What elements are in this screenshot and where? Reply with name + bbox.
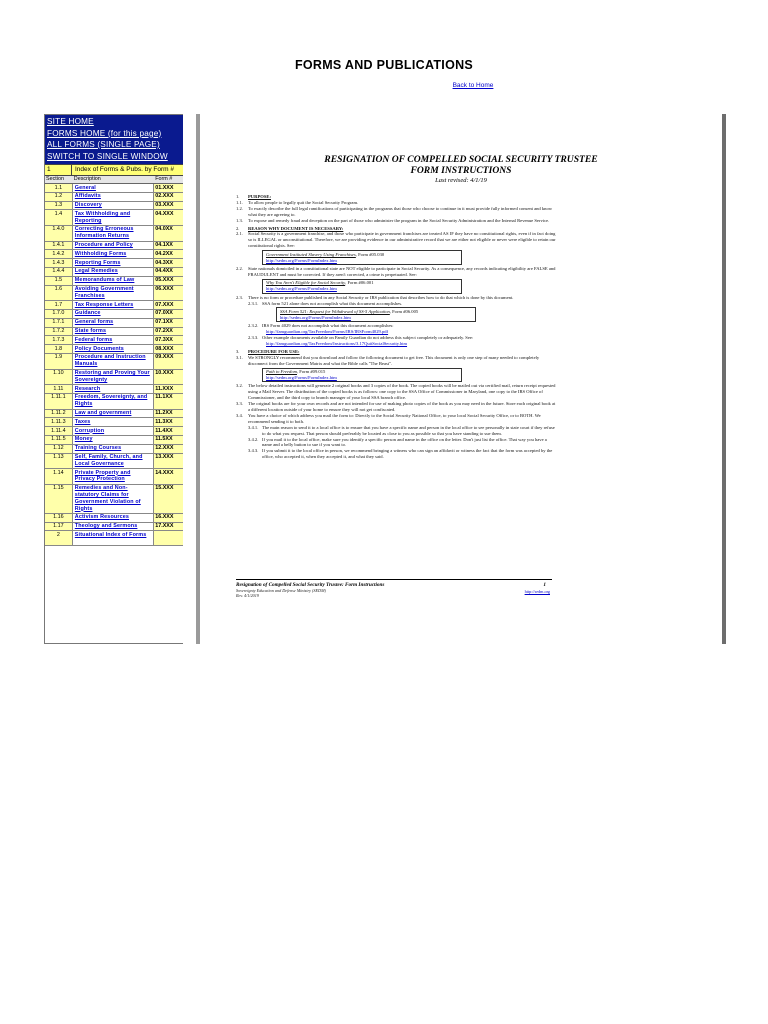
row-form-number: 04.2XX	[154, 250, 183, 258]
row-form-number: 11.2XX	[154, 410, 183, 418]
para-text: We STRONGLY recommend that you download and follow the following document to get free. This document is only one step of many needed to completely disconnect from the Government Matrix and what the Bible calls "The Beast".	[248, 354, 540, 366]
row-section: 1.11.1	[45, 394, 73, 409]
doc-paragraph	[236, 218, 556, 224]
doc-paragraph	[236, 448, 556, 460]
forms-home-link[interactable]: FORMS HOME (for this page)	[47, 128, 162, 138]
para-text: SSA form 521 alone does not accomplish what this document accomplishes.	[262, 300, 403, 306]
row-form-number: 07.0XX	[154, 310, 183, 318]
para-number: 2.3.3.	[248, 335, 259, 341]
row-description-link[interactable]: Procedure and Instruction Manuals	[73, 354, 154, 369]
row-section: 1.5	[45, 277, 73, 285]
footer-title: Resignation of Compelled Social Security Trustee: Form Instructions	[236, 582, 385, 588]
row-form-number: 13.XXX	[154, 454, 183, 469]
row-description-link[interactable]: Affidavits	[73, 193, 154, 201]
doc-reference-box	[276, 307, 476, 322]
para-number: 2.	[236, 225, 240, 231]
row-description-link[interactable]: Correcting Erroneous Information Returns	[73, 226, 154, 241]
row-description-link[interactable]: Restoring and Proving Your Sovereignty	[73, 370, 154, 385]
doc-paragraph	[236, 383, 556, 401]
para-text: IRS Form 4029 does not accomplish what this document accomplishes:	[262, 323, 394, 329]
para-text: If you mail it to the local office, make sure you identify a specific person and name in the office on the letter. Don't just list the office. That way you have a name and a belly button to sue if you want to.	[262, 436, 547, 448]
index-row	[45, 436, 183, 445]
row-section: 1.8	[45, 345, 73, 353]
doc-url[interactable]: http://famguardian.org/TaxFreedom/Forms/IRS/IRSForm4029.pdf	[266, 329, 389, 335]
row-form-number: 12.XXX	[154, 445, 183, 453]
index-row	[45, 345, 183, 354]
row-form-number: 07.3XX	[154, 336, 183, 344]
para-number: 3.4.	[236, 412, 243, 418]
row-section: 1.9	[45, 354, 73, 369]
site-home-link[interactable]: SITE HOME	[47, 117, 94, 126]
row-section: 1.7.1	[45, 319, 73, 327]
row-form-number: 15.XXX	[154, 485, 183, 513]
doc-title: RESIGNATION OF COMPELLED SOCIAL SECURITY TRUSTEE	[324, 154, 598, 165]
para-number: 3.3.	[236, 401, 243, 407]
col-section: Section	[46, 176, 64, 182]
index-title: Index of Forms & Pubs. by Form #	[75, 166, 174, 173]
para-number: 1.3.	[236, 217, 243, 223]
ref-title[interactable]: SSA Form 521: Request for Withdrawal of SS-5 Application	[280, 308, 390, 314]
row-section: 1.3	[45, 202, 73, 210]
row-form-number: 04.0XX	[154, 226, 183, 241]
row-section: 1.6	[45, 286, 73, 301]
row-form-number: 17.XXX	[154, 523, 183, 531]
index-row	[45, 370, 183, 386]
document-viewer[interactable]	[196, 114, 726, 644]
row-section: 1.1	[45, 184, 73, 192]
nav-links	[45, 115, 183, 164]
para-number: 2.3.2.	[248, 323, 259, 329]
ref-form: , Form #09.015	[296, 369, 326, 375]
row-description-link[interactable]: Tax Response Letters	[73, 301, 154, 309]
index-row	[45, 184, 183, 193]
viewer-scrollbar[interactable]	[722, 114, 726, 644]
para-text: The below detailed instructions will generate 2 original books and 3 copies of the book. The copied books will be mailed out via certified mail, return receipt requested using a Mail Server. The distribution of the copied books is as follows: one copy to the SSA Office of Commissioner in Maryland, one copy to the IRS Office of Commissioner, and the third copy to branch manager of your local SSA branch office.	[248, 383, 556, 401]
index-row	[45, 410, 183, 419]
row-description-link[interactable]: Legal Remedies	[73, 268, 154, 276]
index-header	[45, 164, 183, 176]
row-form-number: 07.XXX	[154, 301, 183, 309]
row-section: 1.10	[45, 370, 73, 385]
row-section: 1.17	[45, 523, 73, 531]
row-description-link[interactable]: Avoiding Government Franchises	[73, 286, 154, 301]
row-description-link[interactable]: Training Courses	[73, 445, 154, 453]
row-section: 1.4	[45, 210, 73, 225]
footer-rev: Rev. 4/1/2019	[236, 593, 259, 598]
para-number: 3.4.3.	[248, 448, 259, 454]
index-row	[45, 286, 183, 302]
row-form-number: 03.XXX	[154, 202, 183, 210]
row-description-link[interactable]: State forms	[73, 328, 154, 336]
index-row	[45, 485, 183, 514]
ref-title[interactable]: Government Instituted Slavery Using Franchises	[266, 251, 356, 257]
para-number: 1.	[236, 194, 240, 199]
row-form-number: 04.XXX	[154, 210, 183, 225]
doc-footer	[236, 579, 552, 598]
para-text: You have a choice of which address you mail the form to: Directly to the Social Security National Office, to your local Social Security Office, or to BOTH. We recommend sending it to both.	[248, 412, 541, 424]
row-description-link[interactable]: Law and government	[73, 410, 154, 418]
doc-paragraph	[236, 206, 556, 218]
para-text: PURPOSE:	[248, 194, 271, 199]
para-number: 3.4.2.	[248, 436, 259, 442]
index-row	[45, 336, 183, 345]
para-text: To expose and remedy fraud and deception on the part of those who administer the program in the Social Security Administration and the Internal Revenue Service.	[248, 217, 550, 223]
column-headers	[45, 176, 183, 184]
index-row	[45, 514, 183, 523]
row-section: 1.11.3	[45, 418, 73, 426]
row-description-link[interactable]: Situational Index of Forms	[73, 531, 154, 545]
index-row	[45, 226, 183, 242]
para-number: 1.1.	[236, 199, 243, 205]
row-form-number: 10.XXX	[154, 370, 183, 385]
row-section: 1.2	[45, 193, 73, 201]
row-form-number: 11.1XX	[154, 394, 183, 409]
row-section: 2	[45, 531, 73, 545]
row-form-number: 16.XXX	[154, 514, 183, 522]
row-description-link[interactable]: Activism Resources	[73, 514, 154, 522]
para-text: The original books are for your own records and are not intended for use of making photo copies of the book as you may need in the future. Store each original book at a different location outside of your home to ensure they will not get confiscated.	[248, 401, 556, 412]
row-description-link[interactable]: Federal forms	[73, 336, 154, 344]
row-form-number: 14.XXX	[154, 469, 183, 484]
index-row	[45, 319, 183, 328]
ref-url[interactable]: http://sedm.org/Forms/FormIndex.htm	[266, 286, 337, 292]
index-row	[45, 454, 183, 470]
row-description-link[interactable]: Withholding Forms	[73, 250, 154, 258]
row-form-number: 11.5XX	[154, 436, 183, 444]
row-section: 1.7.3	[45, 336, 73, 344]
row-form-number: 01.XXX	[154, 184, 183, 192]
index-row	[45, 268, 183, 277]
row-description-link[interactable]: Self, Family, Church, and Local Governance	[73, 454, 154, 469]
para-text: Other example documents available on Family Guardian do not address this subject completely or adequately. See:	[262, 335, 474, 341]
row-section: 1.13	[45, 454, 73, 469]
row-description-link[interactable]: Money	[73, 436, 154, 444]
row-form-number: 11.4XX	[154, 427, 183, 435]
para-number: 2.3.	[236, 294, 243, 300]
row-section: 1.11.2	[45, 410, 73, 418]
row-description-link[interactable]: Reporting Forms	[73, 259, 154, 267]
ref-url[interactable]: http://sedm.org/Forms/FormIndex.htm	[280, 314, 351, 320]
para-text: To exactly describe the full legal ramifications of participating in the programs that those who choose to continue in it must provide fully informed consent and know what they are agreeing to.	[248, 205, 553, 217]
para-number: 3.4.1.	[248, 424, 259, 430]
footer-org: Sovereignty Education and Defense Ministry (SEDM)	[236, 588, 326, 593]
index-row	[45, 202, 183, 211]
para-text: If you submit it to the local office in person, we recommend bringing a witness who can sign an affidavit or witness the fact that the form was accepted by the office, who accepted it, when they accepted it, and what they said.	[262, 448, 553, 460]
document-page	[200, 114, 722, 644]
para-number: 3.	[236, 348, 240, 354]
doc-url[interactable]: http://famguardian.org/TaxFreedom/Instructions/3.17QuitSocialSecurity.htm	[266, 340, 408, 346]
row-section: 1.4.4	[45, 268, 73, 276]
para-number: 2.2.	[236, 265, 243, 271]
row-description-link[interactable]: Discovery	[73, 202, 154, 210]
row-section: 1.11	[45, 385, 73, 393]
col-form: Form #	[155, 176, 173, 182]
index-row	[45, 242, 183, 251]
index-row	[45, 394, 183, 410]
index-row	[45, 523, 183, 532]
para-text: To allow people to legally quit the Social Security Program.	[248, 199, 359, 205]
index-row	[45, 250, 183, 259]
row-section: 1.4.3	[45, 259, 73, 267]
ref-form: , Form #05.030	[355, 251, 385, 257]
index-row	[45, 354, 183, 370]
para-number: 2.1.	[236, 231, 243, 237]
para-text: There is no form or procedure published in any Social Security or IRS publication that describes how to do that which is done by this document.	[248, 294, 514, 300]
row-section: 1.4.2	[45, 250, 73, 258]
footer-page-number: 1	[543, 582, 546, 588]
row-section: 1.11.4	[45, 427, 73, 435]
row-description-link[interactable]: General forms	[73, 319, 154, 327]
doc-paragraph	[236, 401, 556, 413]
row-form-number: 04.4XX	[154, 268, 183, 276]
row-form-number: 04.1XX	[154, 242, 183, 250]
ref-title[interactable]: Path to Freedom	[266, 369, 297, 375]
row-description-link[interactable]: Policy Documents	[73, 345, 154, 353]
index-row	[45, 210, 183, 226]
row-form-number: 05.XXX	[154, 277, 183, 285]
doc-paragraph	[236, 301, 556, 307]
doc-subtitle: FORM INSTRUCTIONS	[410, 165, 512, 176]
index-row	[45, 301, 183, 310]
row-description-link[interactable]: Private Property and Privacy Protection	[73, 469, 154, 484]
index-row	[45, 445, 183, 454]
index-number: 1	[45, 165, 72, 175]
row-form-number: 06.XXX	[154, 286, 183, 301]
doc-paragraph	[236, 355, 556, 367]
row-section: 1.16	[45, 514, 73, 522]
row-description-link[interactable]: Guidance	[73, 310, 154, 318]
para-text: Social Security is a government franchise, and those who participate in government franchises are treated AS IF they have no constitutional rights, even if in fact doing so is ILLEGAL or unconstitutional. Therefore, we are providing evidence in our administrative record that we are either not eligible or never were eligible to retain our constitutional rights. See:	[248, 231, 556, 249]
row-section: 1.11.5	[45, 436, 73, 444]
doc-paragraph	[236, 231, 556, 249]
row-description-link[interactable]: Corruption	[73, 427, 154, 435]
row-description-link[interactable]: Tax Withholding and Reporting	[73, 210, 154, 225]
ref-url[interactable]: http://sedm.org/Forms/FormIndex.htm	[266, 374, 337, 380]
row-description-link[interactable]: Remedies and Non-statutory Claims for Government Violation of Rights	[73, 485, 154, 513]
para-number: 3.1.	[236, 354, 243, 360]
row-form-number: 02.XXX	[154, 193, 183, 201]
ref-title[interactable]: Why You Aren't Eligible for Social Security	[266, 280, 346, 286]
row-section: 1.4.0	[45, 226, 73, 241]
ref-form: , Form #06.005	[389, 308, 419, 314]
para-text: State nationals domiciled in a constitutional state are NOT eligible to participate in Social Security. As a consequence, any records indicating eligibility are FALSE and FRAUDULENT and must be corrected. If they aren't corrected, a crime is perpetuated. See:	[248, 265, 556, 277]
row-description-link[interactable]: Research	[73, 385, 154, 393]
doc-paragraph	[236, 425, 556, 437]
para-text: REASON WHY DOCUMENT IS NECESSARY:	[248, 225, 344, 231]
row-form-number: 04.3XX	[154, 259, 183, 267]
single-window-link[interactable]: SWITCH TO SINGLE WINDOW	[47, 151, 168, 161]
row-section: 1.12	[45, 445, 73, 453]
row-section: 1.7.2	[45, 328, 73, 336]
row-form-number: 09.XXX	[154, 354, 183, 369]
doc-revised: Last revised: 4/1/19	[435, 177, 487, 184]
index-row	[45, 277, 183, 286]
doc-paragraph	[236, 437, 556, 449]
row-form-number: 07.2XX	[154, 328, 183, 336]
doc-reference-box	[262, 250, 462, 265]
para-text: The main reason to send it to a local office is to ensure that you have a specific name and person in the local office to see personally in state court if they refuse to do what you request. That person should preferably be located as close to you as possible so that you have standing to sue them.	[262, 424, 555, 436]
col-description: Description	[73, 176, 101, 182]
index-row	[45, 310, 183, 319]
row-description-link[interactable]: Memorandums of Law	[73, 277, 154, 285]
doc-body	[236, 192, 556, 460]
doc-paragraph	[236, 413, 556, 425]
row-section: 1.15	[45, 485, 73, 513]
row-form-number: 08.XXX	[154, 345, 183, 353]
back-to-home-link[interactable]: Back to Home	[452, 82, 494, 89]
row-form-number: 11.3XX	[154, 418, 183, 426]
para-number: 2.3.1.	[248, 300, 259, 306]
row-description-link[interactable]: General	[73, 184, 154, 192]
row-form-number: 11.XXX	[154, 385, 183, 393]
page-title: FORMS AND PUBLICATIONS	[294, 58, 474, 72]
ref-url[interactable]: http://sedm.org/Forms/FormIndex.htm	[266, 257, 337, 263]
doc-reference-box	[262, 368, 462, 383]
index-row	[45, 193, 183, 202]
index-row	[45, 427, 183, 436]
doc-paragraph	[236, 266, 556, 278]
row-section: 1.7	[45, 301, 73, 309]
index-row	[45, 469, 183, 485]
index-rows	[45, 184, 183, 546]
row-section: 1.7.0	[45, 310, 73, 318]
row-description-link[interactable]: Freedom, Sovereignty, and Rights	[73, 394, 154, 409]
index-row	[45, 385, 183, 394]
all-forms-link[interactable]: ALL FORMS (SINGLE PAGE)	[47, 140, 160, 149]
row-section: 1.4.1	[45, 242, 73, 250]
row-section: 1.14	[45, 469, 73, 484]
row-description-link[interactable]: Taxes	[73, 418, 154, 426]
doc-reference-box	[262, 279, 462, 294]
index-row	[45, 418, 183, 427]
row-form-number: 07.1XX	[154, 319, 183, 327]
para-number: 1.2.	[236, 205, 243, 211]
row-description-link[interactable]: Procedure and Policy	[73, 242, 154, 250]
index-row	[45, 259, 183, 268]
para-number: 3.2.	[236, 383, 243, 389]
index-row	[45, 328, 183, 337]
ref-form: , Form #06.001	[345, 280, 374, 286]
footer-url[interactable]: http://sedm.org	[524, 589, 550, 594]
para-text: PROCEDURE FOR USE:	[248, 348, 300, 354]
forms-index-panel	[44, 114, 183, 644]
row-form-number	[154, 531, 183, 545]
row-description-link[interactable]: Theology and Sermons	[73, 523, 154, 531]
index-row	[45, 531, 183, 546]
